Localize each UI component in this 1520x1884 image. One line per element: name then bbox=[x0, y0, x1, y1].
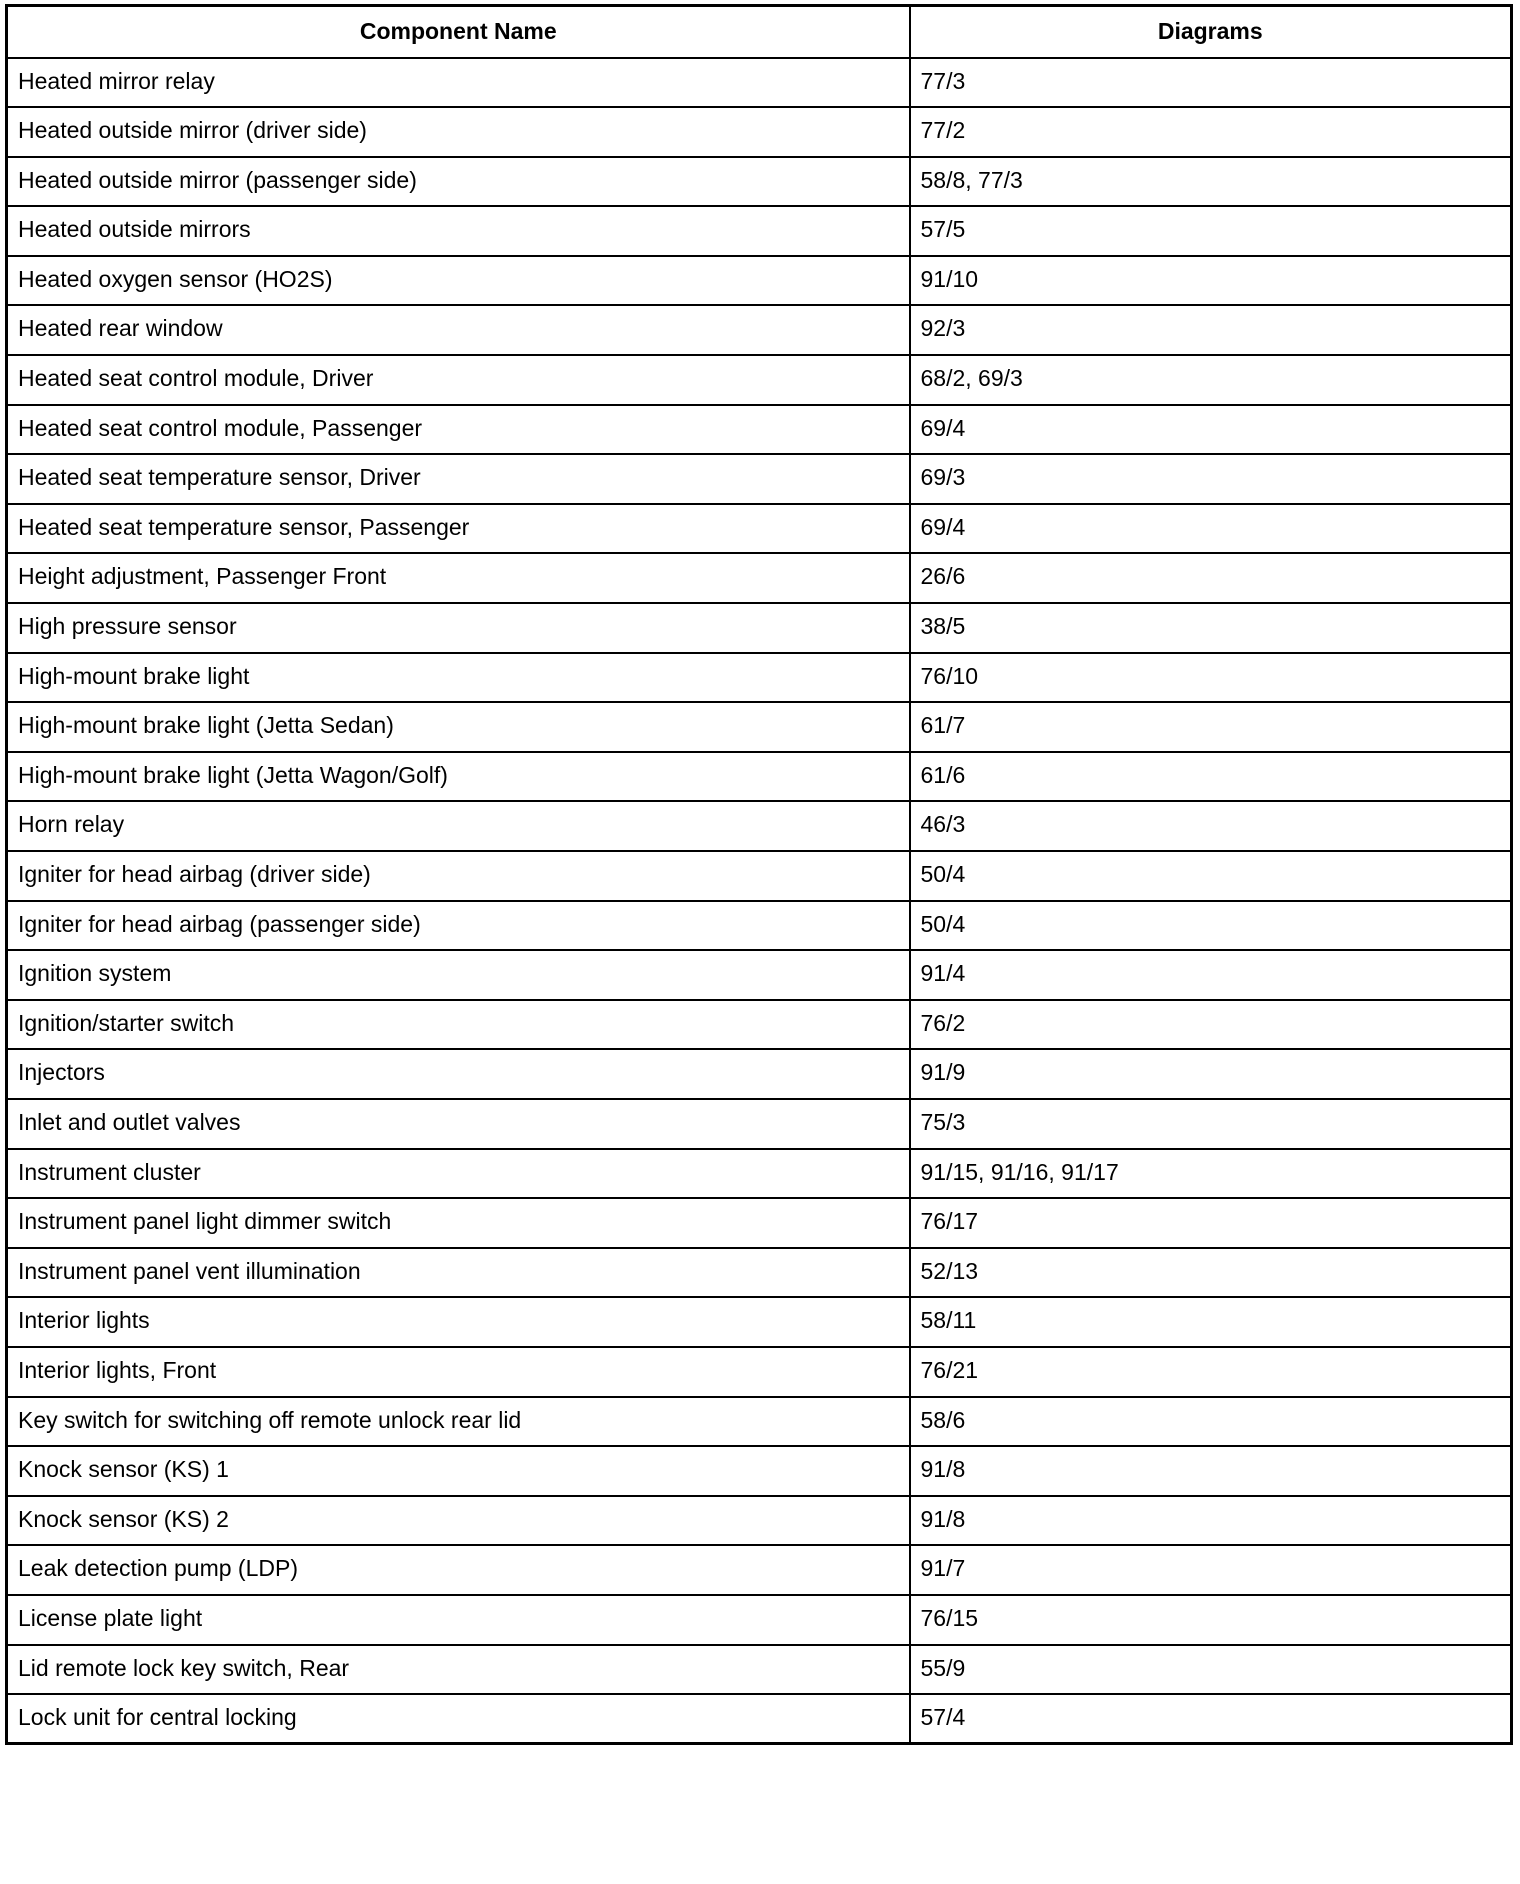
diagram-reference-cell: 69/4 bbox=[910, 405, 1512, 455]
table-row bbox=[7, 157, 1512, 207]
component-name-cell: Heated rear window bbox=[7, 305, 910, 355]
diagram-reference-cell: 55/9 bbox=[910, 1645, 1512, 1695]
diagram-reference-cell: 91/9 bbox=[910, 1049, 1512, 1099]
component-name-cell: Heated outside mirror (passenger side) bbox=[7, 157, 910, 207]
table-row bbox=[7, 1446, 1512, 1496]
table-row bbox=[7, 58, 1512, 108]
component-name-cell: Heated mirror relay bbox=[7, 58, 910, 108]
diagram-reference-cell: 76/17 bbox=[910, 1198, 1512, 1248]
table-row bbox=[7, 1000, 1512, 1050]
table-row bbox=[7, 1645, 1512, 1695]
component-name-cell: Heated seat control module, Driver bbox=[7, 355, 910, 405]
component-name-cell: Inlet and outlet valves bbox=[7, 1099, 910, 1149]
diagram-reference-cell: 91/15, 91/16, 91/17 bbox=[910, 1149, 1512, 1199]
component-name-cell: Instrument panel light dimmer switch bbox=[7, 1198, 910, 1248]
table-row bbox=[7, 553, 1512, 603]
diagram-reference-cell: 77/3 bbox=[910, 58, 1512, 108]
table-row bbox=[7, 603, 1512, 653]
component-name-cell: Injectors bbox=[7, 1049, 910, 1099]
diagram-reference-cell: 52/13 bbox=[910, 1248, 1512, 1298]
component-diagram-table bbox=[5, 4, 1513, 1745]
diagram-reference-cell: 57/4 bbox=[910, 1694, 1512, 1744]
component-name-cell: High-mount brake light bbox=[7, 653, 910, 703]
component-name-cell: Instrument cluster bbox=[7, 1149, 910, 1199]
component-name-cell: Heated seat temperature sensor, Driver bbox=[7, 454, 910, 504]
diagram-reference-cell: 50/4 bbox=[910, 851, 1512, 901]
table-row bbox=[7, 206, 1512, 256]
diagram-reference-cell: 75/3 bbox=[910, 1099, 1512, 1149]
diagram-reference-cell: 91/8 bbox=[910, 1496, 1512, 1546]
component-name-cell: Heated seat temperature sensor, Passenger bbox=[7, 504, 910, 554]
diagram-reference-cell: 26/6 bbox=[910, 553, 1512, 603]
component-name-cell: High-mount brake light (Jetta Wagon/Golf) bbox=[7, 752, 910, 802]
table-row bbox=[7, 1297, 1512, 1347]
diagram-reference-cell: 68/2, 69/3 bbox=[910, 355, 1512, 405]
diagram-reference-cell: 58/11 bbox=[910, 1297, 1512, 1347]
table-row bbox=[7, 1347, 1512, 1397]
diagram-reference-cell: 76/15 bbox=[910, 1595, 1512, 1645]
table-row bbox=[7, 1049, 1512, 1099]
table-row bbox=[7, 950, 1512, 1000]
diagram-reference-cell: 91/7 bbox=[910, 1545, 1512, 1595]
diagram-reference-cell: 91/8 bbox=[910, 1446, 1512, 1496]
diagram-reference-cell: 76/2 bbox=[910, 1000, 1512, 1050]
table-row bbox=[7, 1248, 1512, 1298]
diagram-reference-cell: 46/3 bbox=[910, 801, 1512, 851]
table-row bbox=[7, 1545, 1512, 1595]
table-row bbox=[7, 1496, 1512, 1546]
diagram-reference-cell: 76/21 bbox=[910, 1347, 1512, 1397]
table-row bbox=[7, 355, 1512, 405]
table-header bbox=[7, 6, 1512, 58]
table-row bbox=[7, 1099, 1512, 1149]
component-name-cell: Height adjustment, Passenger Front bbox=[7, 553, 910, 603]
table-body bbox=[7, 58, 1512, 1744]
table-row bbox=[7, 1694, 1512, 1744]
component-name-cell: Ignition/starter switch bbox=[7, 1000, 910, 1050]
component-name-cell: Knock sensor (KS) 1 bbox=[7, 1446, 910, 1496]
diagram-reference-cell: 58/8, 77/3 bbox=[910, 157, 1512, 207]
column-header-diagrams: Diagrams bbox=[910, 6, 1512, 58]
component-name-cell: Interior lights, Front bbox=[7, 1347, 910, 1397]
component-name-cell: Igniter for head airbag (passenger side) bbox=[7, 901, 910, 951]
table-row bbox=[7, 107, 1512, 157]
component-name-cell: Interior lights bbox=[7, 1297, 910, 1347]
table-row bbox=[7, 1595, 1512, 1645]
diagram-reference-cell: 58/6 bbox=[910, 1397, 1512, 1447]
diagram-reference-cell: 77/2 bbox=[910, 107, 1512, 157]
table-row bbox=[7, 752, 1512, 802]
table-row bbox=[7, 653, 1512, 703]
component-name-cell: Heated outside mirror (driver side) bbox=[7, 107, 910, 157]
component-name-cell: Heated seat control module, Passenger bbox=[7, 405, 910, 455]
table-row bbox=[7, 851, 1512, 901]
table-row bbox=[7, 801, 1512, 851]
component-name-cell: Lid remote lock key switch, Rear bbox=[7, 1645, 910, 1695]
component-name-cell: Knock sensor (KS) 2 bbox=[7, 1496, 910, 1546]
component-name-cell: Igniter for head airbag (driver side) bbox=[7, 851, 910, 901]
table-row bbox=[7, 1397, 1512, 1447]
diagram-reference-cell: 69/4 bbox=[910, 504, 1512, 554]
diagram-reference-cell: 50/4 bbox=[910, 901, 1512, 951]
table-row bbox=[7, 454, 1512, 504]
table-row bbox=[7, 405, 1512, 455]
diagram-reference-cell: 38/5 bbox=[910, 603, 1512, 653]
diagram-reference-cell: 76/10 bbox=[910, 653, 1512, 703]
table-row bbox=[7, 702, 1512, 752]
diagram-reference-cell: 57/5 bbox=[910, 206, 1512, 256]
component-name-cell: License plate light bbox=[7, 1595, 910, 1645]
table-row bbox=[7, 504, 1512, 554]
component-name-cell: Lock unit for central locking bbox=[7, 1694, 910, 1744]
component-name-cell: Leak detection pump (LDP) bbox=[7, 1545, 910, 1595]
component-index-sheet bbox=[5, 4, 1510, 1880]
diagram-reference-cell: 91/4 bbox=[910, 950, 1512, 1000]
header-row bbox=[7, 6, 1512, 58]
diagram-reference-cell: 61/7 bbox=[910, 702, 1512, 752]
diagram-reference-cell: 61/6 bbox=[910, 752, 1512, 802]
component-name-cell: Heated oxygen sensor (HO2S) bbox=[7, 256, 910, 306]
diagram-reference-cell: 91/10 bbox=[910, 256, 1512, 306]
table-row bbox=[7, 256, 1512, 306]
component-name-cell: High-mount brake light (Jetta Sedan) bbox=[7, 702, 910, 752]
component-name-cell: Key switch for switching off remote unlock rear lid bbox=[7, 1397, 910, 1447]
component-name-cell: Heated outside mirrors bbox=[7, 206, 910, 256]
component-name-cell: Horn relay bbox=[7, 801, 910, 851]
component-name-cell: High pressure sensor bbox=[7, 603, 910, 653]
table-row bbox=[7, 305, 1512, 355]
table-row bbox=[7, 1198, 1512, 1248]
component-name-cell: Ignition system bbox=[7, 950, 910, 1000]
table-row bbox=[7, 901, 1512, 951]
component-name-cell: Instrument panel vent illumination bbox=[7, 1248, 910, 1298]
column-header-component-name: Component Name bbox=[7, 6, 910, 58]
diagram-reference-cell: 69/3 bbox=[910, 454, 1512, 504]
diagram-reference-cell: 92/3 bbox=[910, 305, 1512, 355]
table-row bbox=[7, 1149, 1512, 1199]
